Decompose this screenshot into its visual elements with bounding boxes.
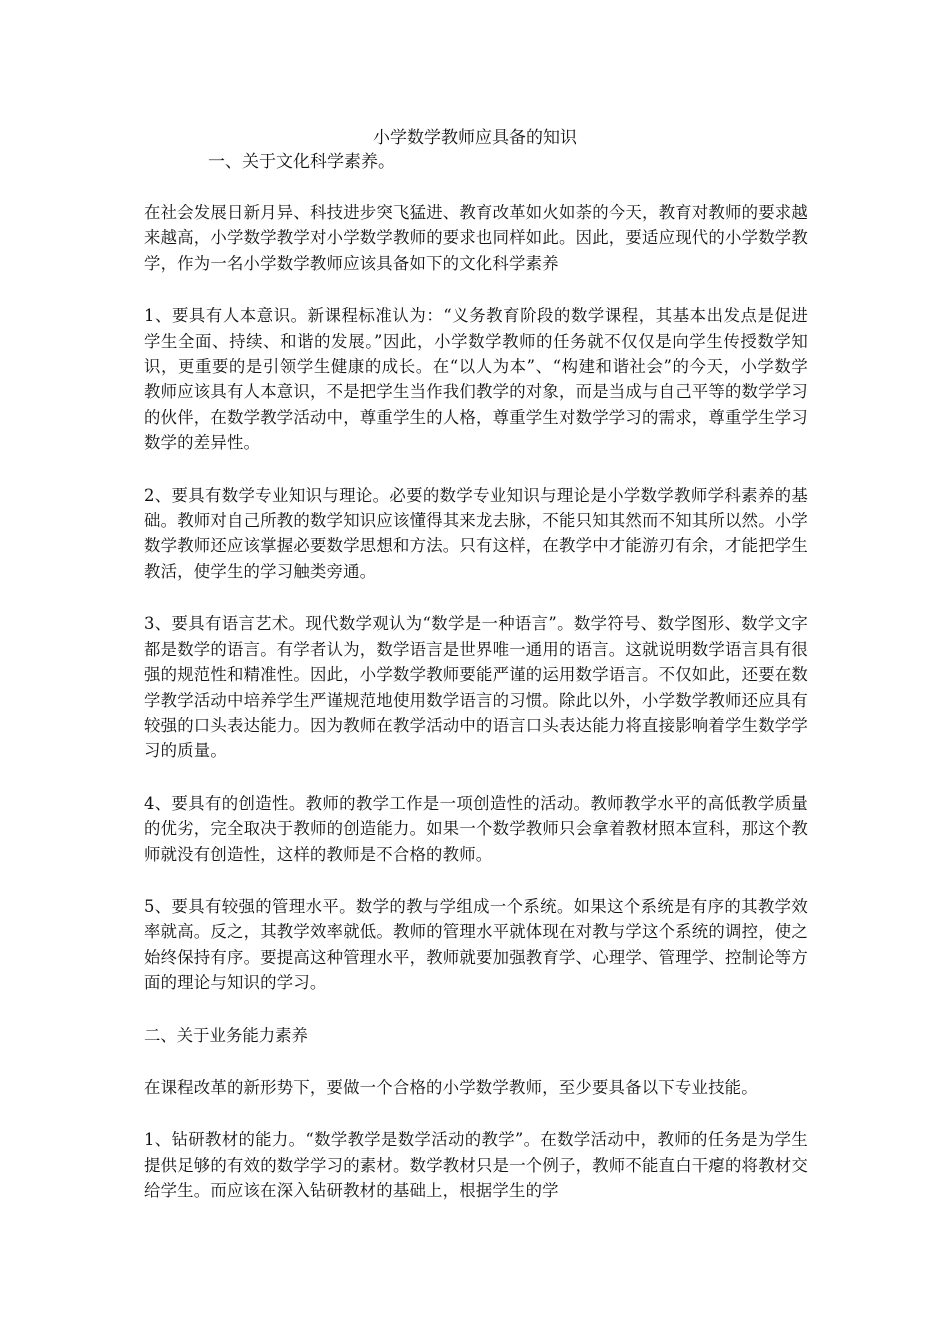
intro-paragraph: 在社会发展日新月异、科技进步突飞猛进、教育改革如火如荼的今天，教育对教师的要求越来越高，小学数学教学对小学数学教师的要求也同样如此。因此，要适应现代的小学数学教学，作为一名小学数学教师应该具备如下的文化科学素养 xyxy=(144,203,808,273)
section-2-heading: 二、关于业务能力素养 xyxy=(144,1025,308,1045)
paragraph-math-knowledge: 2、要具有数学专业知识与理论。必要的数学专业知识与理论是小学数学教师学科素养的基础。教师对自己所教的数学知识应该懂得其来龙去脉，不能只知其然而不知其所以然。小学数学教师还应该掌握必要数学思想和方法。只有这样，在教学中才能游刃有余，才能把学生教活，使学生的学习触类旁通。 xyxy=(144,485,808,581)
paragraph-management: 5、要具有较强的管理水平。数学的教与学组成一个系统。如果这个系统是有序的其教学效率就高。反之，其教学效率就低。教师的管理水平就体现在对教与学这个系统的调控，使之始终保持有序。要提高这种管理水平，教师就要加强教育学、心理学、管理学、控制论等方面的理论与知识的学习。 xyxy=(144,896,808,993)
paragraph-creativity: 4、要具有的创造性。教师的教学工作是一项创造性的活动。教师教学水平的高低教学质量的优劣，完全取决于教师的创造能力。如果一个数学教师只会拿着教材照本宣科，那这个教师就没有创造性，这样的教师是不合格的教师。 xyxy=(144,793,808,864)
paragraph-textbook-study: 1、钻研教材的能力。“数学教学是数学活动的教学”。在数学活动中，教师的任务是为学生提供足够的有效的数学学习的素材。数学教材只是一个例子，教师不能直白干瘪的将教材交给学生。而应该在深入钻研教材的基础上，根据学生的学 xyxy=(144,1130,808,1201)
document-body xyxy=(144,200,808,1231)
section-1-heading: 一、关于文化科学素养。 xyxy=(208,152,395,172)
paragraph-humanistic-awareness: 1、要具有人本意识。新课程标准认为：“义务教育阶段的数学课程，其基本出发点是促进学生全面、持续、和谐的发展。”因此，小学数学教师的任务就不仅仅是向学生传授数学知识，更重要的是引领学生健康的成长。在“以人为本”、“构建和谐社会”的今天，小学数学教师应该具有人本意识，不是把学生当作我们教学的对象，而是当成与自己平等的数学学习的伙伴，在数学教学活动中，尊重学生的人格，尊重学生对数学学习的需求，尊重学生学习数学的差异性。 xyxy=(144,306,808,453)
document-title: 小学数学教师应具备的知识 xyxy=(373,128,577,148)
section-2-intro-paragraph: 在课程改革的新形势下，要做一个合格的小学数学教师，至少要具备以下专业技能。 xyxy=(144,1077,758,1097)
paragraph-language-art: 3、要具有语言艺术。现代数学观认为“数学是一种语言”。数学符号、数学图形、数学文字都是数学的语言。有学者认为，数学语言是世界唯一通用的语言。这就说明数学语言具有很强的规范性和精准性。因此，小学数学教师要能严谨的运用数学语言。不仅如此，还要在数学教学活动中培养学生严谨规范地使用数学语言的习惯。除此以外，小学数学教师还应具有较强的口头表达能力。因为教师在教学活动中的语言口头表达能力将直接影响着学生数学学习的质量。 xyxy=(144,614,808,761)
